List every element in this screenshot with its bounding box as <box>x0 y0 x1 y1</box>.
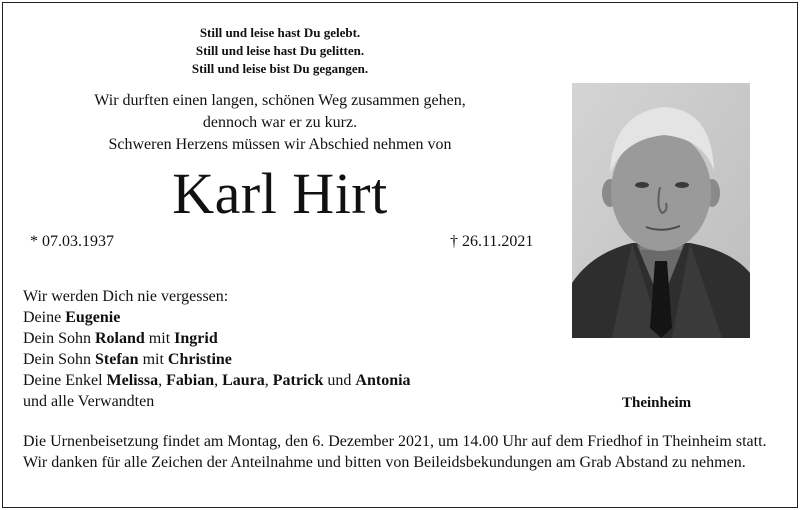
text: mit <box>144 330 175 347</box>
mourners-line: und alle Verwandten <box>23 393 155 410</box>
mourner-name: Roland <box>95 330 145 347</box>
text: , <box>264 372 273 389</box>
text: mit <box>138 351 168 368</box>
verse-line: Still und leise bist Du gegangen. <box>191 61 369 76</box>
text: , <box>158 372 167 389</box>
text: Dein Sohn <box>23 330 95 347</box>
death-date: † 26.11.2021 <box>450 233 534 250</box>
mourner-name: Fabian <box>166 372 215 389</box>
intro-line: dennoch war er zu kurz. <box>202 114 358 131</box>
portrait-photo <box>572 83 750 338</box>
mourners-line <box>23 328 411 349</box>
place-name: Theinheim <box>622 395 692 411</box>
intro-line: Wir durften einen langen, schönen Weg zusammen gehen, <box>94 92 466 109</box>
intro-text <box>60 90 500 156</box>
funeral-notice: Die Urnenbeisetzung findet am Montag, den 6. Dezember 2021, um 14.00 Uhr auf dem Friedhof in Theinheim statt. Wir danken für alle Zeichen der Anteilnahme und bitten von Beileidsbekundungen am Grab Abstand zu nehmen. <box>23 433 767 471</box>
mourner-name: Antonia <box>355 372 411 389</box>
mourner-name: Christine <box>167 351 232 368</box>
text: , <box>214 372 223 389</box>
mourners-line <box>23 349 411 370</box>
mourner-name: Patrick <box>272 372 324 389</box>
text: und <box>323 372 356 389</box>
mourners-list <box>23 286 411 412</box>
mourners-line <box>23 370 411 391</box>
intro-line: Schweren Herzens müssen wir Abschied nehmen von <box>108 136 452 153</box>
text: Deine Enkel <box>23 372 107 389</box>
verse-line: Still und leise hast Du gelitten. <box>195 43 365 58</box>
deceased-name: Karl Hirt <box>172 161 388 226</box>
mourner-name: Stefan <box>95 351 139 368</box>
birth-date: * 07.03.1937 <box>30 233 114 250</box>
mourners-line <box>23 307 411 328</box>
mourner-name: Ingrid <box>174 330 218 347</box>
text: Dein Sohn <box>23 351 95 368</box>
verse-line: Still und leise hast Du gelebt. <box>199 25 361 40</box>
text: Deine <box>23 309 66 326</box>
mourner-name: Melissa <box>106 372 159 389</box>
mourner-name: Laura <box>222 372 265 389</box>
mourner-name: Eugenie <box>65 309 121 326</box>
mourners-line: Wir werden Dich nie vergessen: <box>23 288 229 305</box>
verse <box>120 24 440 78</box>
